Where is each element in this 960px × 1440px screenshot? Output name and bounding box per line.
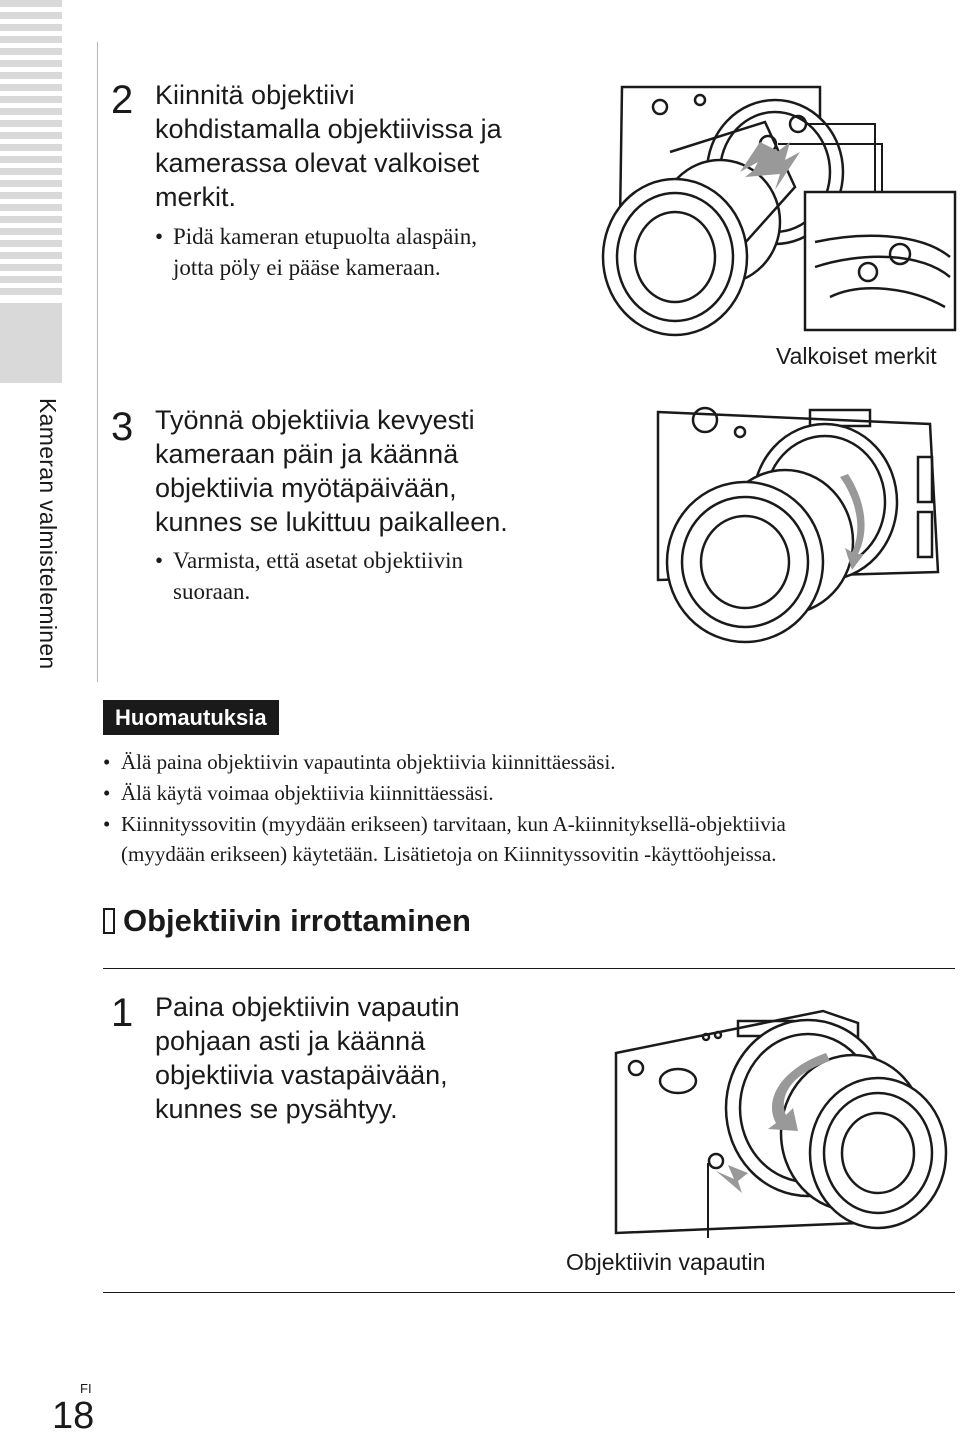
step-3-bullet-line: Varmista, että asetat objektiivin (173, 548, 463, 573)
content-divider (97, 42, 98, 682)
step-1-line: kunnes se pysähtyy. (155, 1094, 398, 1124)
step-3-line: kunnes se lukittuu paikalleen. (155, 507, 508, 537)
step-1-line: Paina objektiivin vapautin (155, 992, 460, 1022)
note-text: Kiinnityssovitin (myydään erikseen) tarvitaan, kun A-kiinnityksellä-objektiivia (121, 812, 786, 836)
step-1-line: pohjaan asti ja käännä (155, 1026, 426, 1056)
sidebar-title: Kameran valmisteleminen (35, 398, 61, 670)
rotate-lens-illustration (650, 402, 950, 652)
bottom-rule (103, 1292, 955, 1293)
step-1-number: 1 (111, 991, 134, 1035)
step-3-line: objektiivia myötäpäivään, (155, 473, 457, 503)
section-marker-icon (103, 908, 115, 934)
step-3-bullet: • Varmista, että asetat objektiivin suoraan. (173, 545, 463, 607)
step-1-line: objektiivia vastapäivään, (155, 1060, 448, 1090)
section-title-text: Objektiivin irrottaminen (123, 903, 471, 938)
step-3-line: Työnnä objektiivia kevyesti (155, 405, 475, 435)
remove-lens-illustration (608, 1003, 953, 1248)
section-title (103, 903, 471, 939)
note-text: (myydään erikseen) käytetään. Lisätietoja on Kiinnityssovitin -käyttöohjeissa. (121, 842, 777, 866)
step-3-number: 3 (111, 405, 134, 449)
white-marks-caption: Valkoiset merkit (776, 343, 937, 369)
page-number: 18 (52, 1395, 95, 1437)
step-3-text (155, 403, 508, 539)
release-button-caption: Objektiivin vapautin (566, 1249, 766, 1275)
note-item: • Älä käytä voimaa objektiivia kiinnittäessäsi. (103, 781, 494, 805)
note-text: Älä käytä voimaa objektiivia kiinnittäessäsi. (121, 781, 494, 805)
step-2-line: kamerassa olevat valkoiset (155, 148, 480, 178)
step-2-text (155, 78, 502, 214)
step-1-text (155, 990, 460, 1126)
step-2-bullet-line: Pidä kameran etupuolta alaspäin, (173, 224, 478, 249)
step-2-number: 2 (111, 78, 134, 122)
step-3-line: kameraan päin ja käännä (155, 439, 459, 469)
language-tag: FI (80, 1381, 92, 1396)
note-item-continuation (121, 840, 941, 869)
note-item: • Älä paina objektiivin vapautinta objektiivia kiinnittäessäsi. (103, 750, 616, 774)
sidebar-stripes (0, 0, 62, 300)
step-2-bullet: • Pidä kameran etupuolta alaspäin, jotta pöly ei pääse kameraan. (173, 221, 477, 283)
section-rule (103, 968, 955, 969)
note-text: Älä paina objektiivin vapautinta objektiivia kiinnittäessäsi. (121, 750, 616, 774)
sidebar-block (0, 303, 62, 383)
notes-label: Huomautuksia (103, 700, 279, 735)
step-2-bullet-line: jotta pöly ei pääse kameraan. (173, 255, 441, 280)
attach-lens-illustration (590, 82, 960, 337)
step-3-bullet-line: suoraan. (173, 579, 251, 604)
step-2-line: Kiinnitä objektiivi (155, 80, 355, 110)
step-2-line: merkit. (155, 182, 236, 212)
step-2-line: kohdistamalla objektiivissa ja (155, 114, 502, 144)
note-item: • Kiinnityssovitin (myydään erikseen) tarvitaan, kun A-kiinnityksellä-objektiivia (103, 812, 786, 836)
